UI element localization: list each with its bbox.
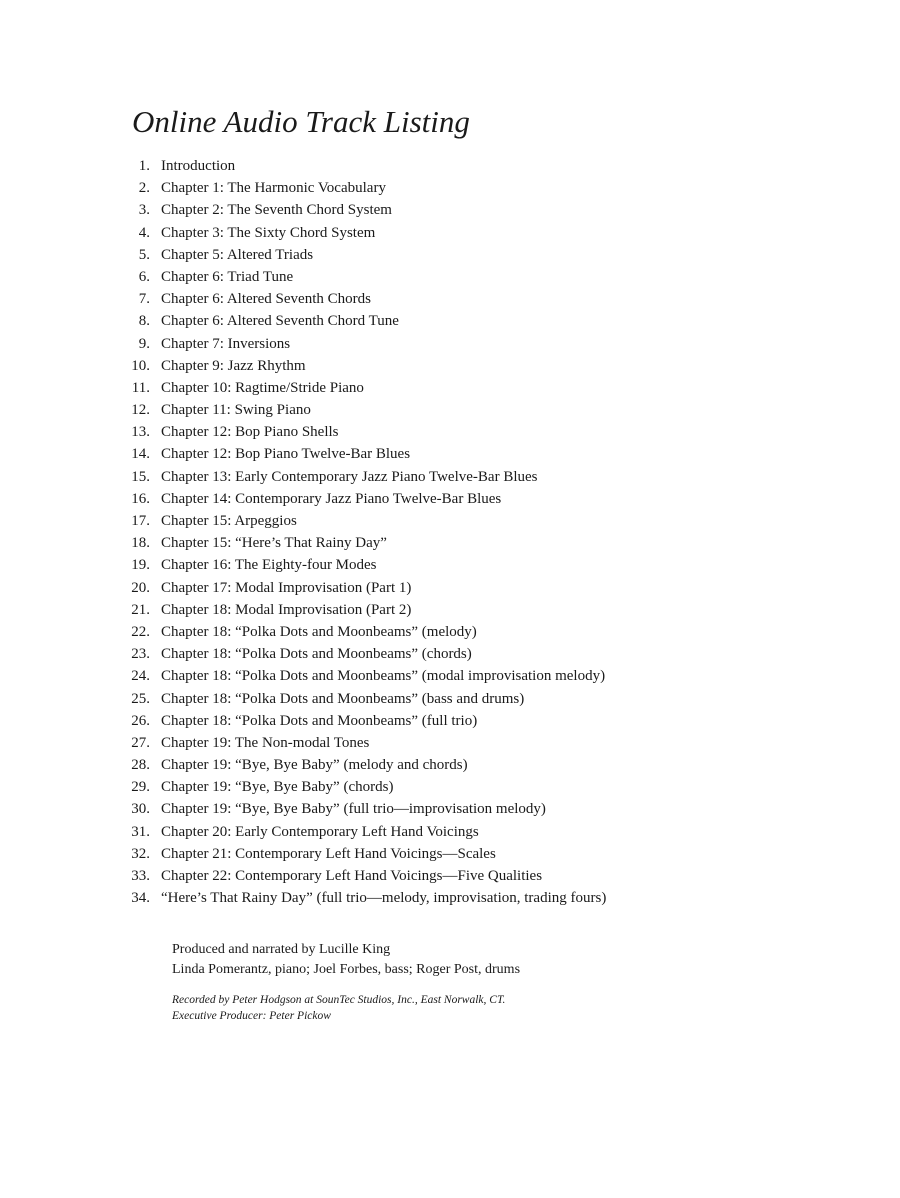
track-number: 4.	[138, 224, 150, 241]
track-title: Chapter 1: The Harmonic Vocabulary	[161, 180, 386, 197]
track-title: Introduction	[161, 158, 236, 174]
track-number: 31.	[131, 823, 150, 840]
track-title: Chapter 6: Triad Tune	[161, 268, 294, 285]
track-title: Chapter 2: The Seventh Chord System	[161, 202, 392, 219]
track-title: Chapter 13: Early Contemporary Jazz Piano Twelve-Bar Blues	[161, 468, 538, 485]
page-title: Online Audio Track Listing	[132, 104, 470, 139]
track-item	[120, 155, 606, 177]
track-title: Chapter 12: Bop Piano Twelve-Bar Blues	[161, 446, 411, 463]
track-number: 12.	[131, 402, 150, 419]
track-title: Chapter 6: Altered Seventh Chord Tune	[161, 313, 399, 330]
track-title: Chapter 18: “Polka Dots and Moonbeams” (melody)	[161, 623, 477, 640]
track-title: Chapter 22: Contemporary Left Hand Voicings—Five Qualities	[161, 868, 543, 884]
track-title: Chapter 9: Jazz Rhythm	[161, 357, 306, 374]
track-item	[120, 621, 606, 643]
track-title: Chapter 18: “Polka Dots and Moonbeams” (bass and drums)	[161, 690, 525, 707]
track-item	[120, 177, 606, 199]
track-number: 23.	[131, 646, 150, 663]
track-title: Chapter 10: Ragtime/Stride Piano	[161, 379, 364, 396]
track-title: Chapter 21: Contemporary Left Hand Voicings—Scales	[161, 845, 496, 862]
track-title: Chapter 19: “Bye, Bye Baby” (chords)	[161, 779, 394, 796]
track-title: Chapter 7: Inversions	[161, 335, 291, 352]
track-number: 1.	[138, 158, 150, 174]
track-number: 15.	[131, 468, 150, 485]
track-title: Chapter 12: Bop Piano Shells	[161, 424, 339, 441]
track-title: “Here’s That Rainy Day” (full trio—melody, improvisation, trading fours)	[161, 890, 607, 907]
track-number: 32.	[131, 845, 150, 862]
track-item	[120, 754, 606, 776]
track-item	[120, 577, 606, 599]
track-item	[120, 288, 606, 310]
track-title: Chapter 5: Altered Triads	[161, 246, 314, 263]
track-item	[120, 421, 606, 443]
track-title: Chapter 18: “Polka Dots and Moonbeams” (full trio)	[161, 712, 478, 729]
track-item	[120, 710, 606, 732]
track-title: Chapter 14: Contemporary Jazz Piano Twelve-Bar Blues	[161, 490, 502, 507]
track-number: 9.	[138, 335, 150, 352]
track-item	[120, 266, 606, 288]
track-item	[120, 887, 606, 909]
track-number: 8.	[138, 313, 150, 330]
track-item	[120, 843, 606, 865]
executive-producer: Executive Producer: Peter Pickow	[172, 1010, 331, 1022]
track-item	[120, 688, 606, 710]
credits-musicians: Linda Pomerantz, piano; Joel Forbes, bass; Roger Post, drums	[172, 962, 521, 977]
track-item	[120, 599, 606, 621]
track-number: 11.	[131, 379, 150, 396]
track-number: 29.	[131, 779, 150, 796]
track-number: 20.	[131, 579, 150, 596]
track-number: 34.	[131, 890, 150, 907]
track-number: 24.	[131, 668, 150, 685]
track-title: Chapter 19: The Non-modal Tones	[161, 734, 370, 751]
track-title: Chapter 15: Arpeggios	[161, 513, 297, 529]
track-number: 14.	[131, 446, 150, 463]
track-item	[120, 732, 606, 754]
track-number: 10.	[131, 357, 150, 374]
track-item	[120, 510, 606, 532]
track-title: Chapter 19: “Bye, Bye Baby” (full trio—improvisation melody)	[161, 801, 546, 818]
track-title: Chapter 6: Altered Seventh Chords	[161, 291, 371, 308]
track-item	[120, 488, 606, 510]
track-item	[120, 222, 606, 244]
track-item	[120, 643, 606, 665]
track-item	[120, 399, 606, 421]
track-item	[120, 244, 606, 266]
track-title: Chapter 3: The Sixty Chord System	[161, 224, 376, 241]
track-title: Chapter 18: Modal Improvisation (Part 2)	[161, 601, 412, 618]
track-item	[120, 466, 606, 488]
track-item	[120, 554, 606, 576]
track-item	[120, 821, 606, 843]
track-item	[120, 443, 606, 465]
track-item	[120, 865, 606, 887]
track-item	[120, 333, 606, 355]
track-number: 18.	[131, 535, 150, 552]
track-number: 28.	[131, 757, 150, 774]
track-number: 26.	[131, 712, 150, 729]
credits-producer: Produced and narrated by Lucille King	[172, 942, 391, 957]
track-title: Chapter 20: Early Contemporary Left Hand Voicings	[161, 823, 479, 840]
recording-info	[172, 992, 505, 1024]
track-title: Chapter 11: Swing Piano	[161, 402, 311, 419]
track-title: Chapter 19: “Bye, Bye Baby” (melody and chords)	[161, 757, 468, 774]
track-item	[120, 532, 606, 554]
track-title: Chapter 18: “Polka Dots and Moonbeams” (chords)	[161, 646, 472, 663]
track-item	[120, 310, 606, 332]
track-item	[120, 377, 606, 399]
track-item	[120, 798, 606, 820]
track-title: Chapter 17: Modal Improvisation (Part 1)	[161, 579, 412, 596]
credits	[172, 940, 520, 980]
track-number: 2.	[138, 180, 150, 197]
track-title: Chapter 18: “Polka Dots and Moonbeams” (modal improvisation melody)	[161, 668, 606, 685]
track-number: 19.	[131, 557, 150, 574]
track-list	[120, 155, 606, 909]
track-item	[120, 199, 606, 221]
track-number: 25.	[131, 690, 150, 707]
track-number: 17.	[131, 513, 150, 529]
track-title: Chapter 15: “Here’s That Rainy Day”	[161, 535, 387, 552]
track-title: Chapter 16: The Eighty-four Modes	[161, 557, 377, 574]
track-item	[120, 665, 606, 687]
track-item	[120, 355, 606, 377]
track-item	[120, 776, 606, 798]
track-number: 27.	[131, 734, 150, 751]
track-number: 22.	[131, 623, 150, 640]
track-number: 21.	[131, 601, 150, 618]
track-number: 7.	[138, 291, 150, 308]
track-number: 13.	[131, 424, 150, 441]
track-number: 33.	[131, 868, 150, 884]
track-number: 3.	[138, 202, 150, 219]
recording-engineer: Recorded by Peter Hodgson at SounTec Studios, Inc., East Norwalk, CT.	[172, 994, 506, 1006]
track-number: 5.	[138, 246, 150, 263]
track-number: 30.	[131, 801, 150, 818]
track-number: 16.	[131, 490, 150, 507]
track-number: 6.	[138, 268, 150, 285]
